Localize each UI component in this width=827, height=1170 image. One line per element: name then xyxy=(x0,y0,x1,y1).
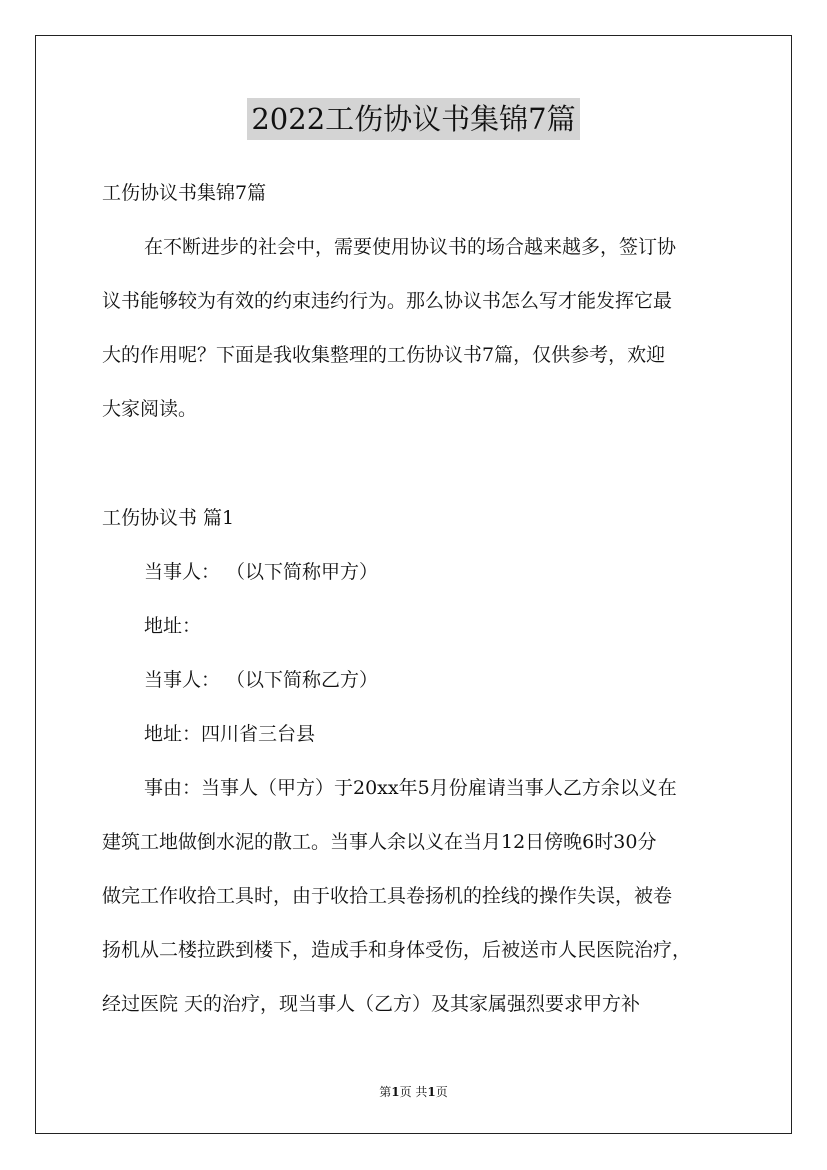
address-a-line: 地址： xyxy=(144,615,202,637)
intro-line: 议书能够较为有效的约束违约行为。那么协议书怎么写才能发挥它最 xyxy=(102,290,673,312)
document-subtitle: 工伤协议书集锦7篇 xyxy=(102,182,267,204)
body-line: 做完工作收拾工具时，由于收拾工具卷扬机的拴线的操作失误，被卷 xyxy=(102,885,673,907)
footer-page-number: 1 xyxy=(391,1085,400,1099)
title-container xyxy=(0,98,827,140)
document-title: 2022工伤协议书集锦7篇 xyxy=(247,98,579,140)
intro-line: 在不断进步的社会中，需要使用协议书的场合越来越多，签订协 xyxy=(144,236,677,258)
party-b-line: 当事人： （以下简称乙方） xyxy=(144,669,379,691)
body-line: 经过医院 天的治疗，现当事人（乙方）及其家属强烈要求甲方补 xyxy=(102,993,641,1015)
footer-suffix: 页 xyxy=(435,1085,448,1099)
address-b-line: 地址：四川省三台县 xyxy=(144,723,316,745)
body-line: 事由：当事人（甲方）于20xx年5月份雇请当事人乙方余以义在 xyxy=(144,777,677,799)
page-footer xyxy=(0,1084,827,1100)
footer-mid: 页 共 xyxy=(399,1085,428,1099)
footer-total-pages: 1 xyxy=(427,1085,436,1099)
intro-line: 大的作用呢？下面是我收集整理的工伤协议书7篇，仅供参考，欢迎 xyxy=(102,344,666,366)
party-a-line: 当事人： （以下简称甲方） xyxy=(144,561,379,583)
body-line: 建筑工地做倒水泥的散工。当事人余以义在当月12日傍晚6时30分 xyxy=(102,831,657,853)
section-heading: 工伤协议书 篇1 xyxy=(102,507,235,529)
body-line: 扬机从二楼拉跌到楼下，造成手和身体受伤，后被送市人民医院治疗， xyxy=(102,939,692,961)
intro-line: 大家阅读。 xyxy=(102,398,198,420)
footer-prefix: 第 xyxy=(379,1085,392,1099)
